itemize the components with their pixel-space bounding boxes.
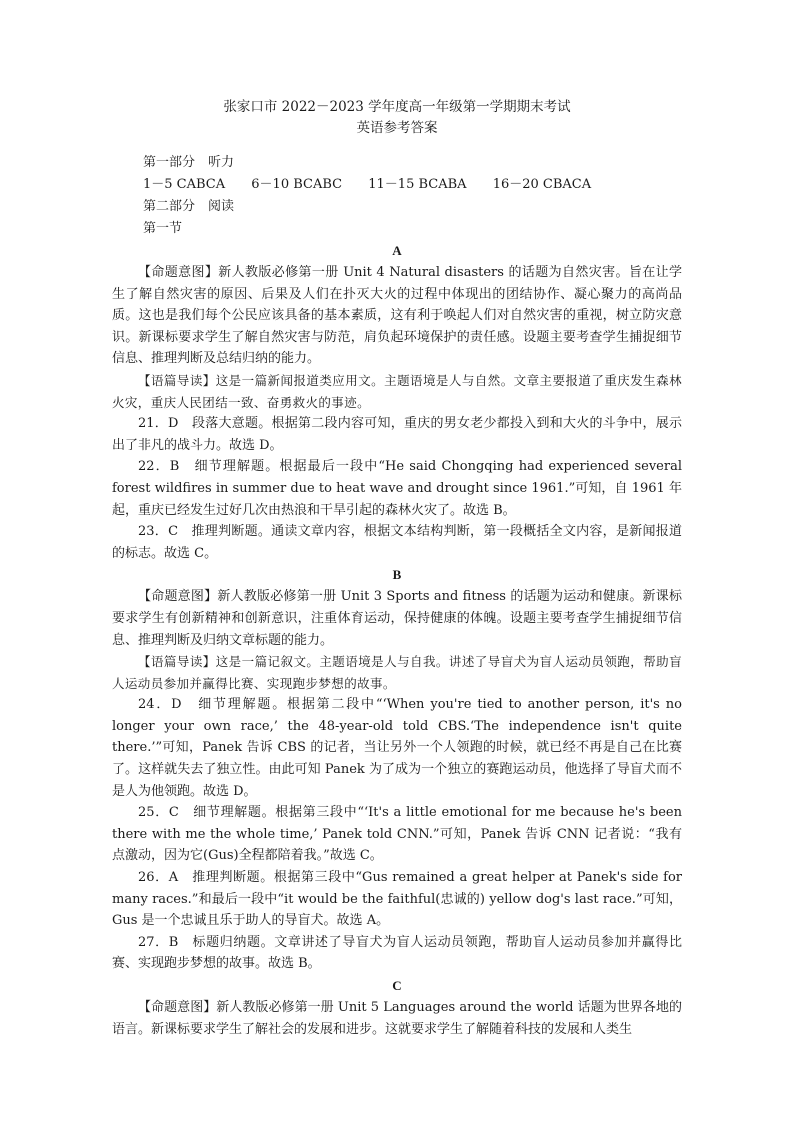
document-content <box>112 96 682 1040</box>
document-subtitle: 英语参考答案 <box>356 120 438 136</box>
question-25: 25．C 细节理解题。根据第三段中“‘It's a little emotional for me because he's been there with me the whole time,’ Panek told CNN.”可知，Panek 告诉 CNN 记者说：“我有点激动，因为它(Gus)全程都陪着我。”故选 C。 <box>112 805 682 864</box>
question-21: 21．D 段落大意题。根据第二段内容可知，重庆的男女老少都投入到和大火的斗争中，展示出了非凡的战斗力。故选 D。 <box>112 416 682 453</box>
passage-b-letter: B <box>392 567 402 583</box>
question-22: 22．B 细节理解题。根据最后一段中“He said Chongqing had experienced several forest wildfires in summer due to heat wave and drought since 1961.”可知，自 1961 年起，重庆已经发生过好几次由热浪和干旱引起的森林火灾了。故选 B。 <box>112 459 682 518</box>
passage-b-intent: 【命题意图】新人教版必修第一册 Unit 3 Sports and fitness 的话题为运动和健康。新课标要求学生有创新精神和创新意识，注重体育运动，保持健康的体魄。设题主要考查学生捕捉细节信息、推理判断及归纳文章标题的能力。 <box>112 589 682 648</box>
document-title: 张家口市 2022－2023 学年度高一年级第一学期期末考试 <box>223 99 571 115</box>
section-heading: 第一节 <box>143 221 183 236</box>
question-24: 24．D 细节理解题。根据第二段中“‘When you're tied to another person, it's no longer your own race,’ the 48-year-old told CBS.‘The independence isn't quite there.’”可知，Panek 告诉 CBS 的记者，当让另外一个人领跑的时候，就已经不再是自己在比赛了。这样就失去了独立性。由此可知 Panek 为了成为一个独立的赛跑运动员，他选择了导盲犬而不是人为他领跑。故选 D。 <box>112 697 682 799</box>
passage-c-letter: C <box>392 978 402 993</box>
part2-heading: 第二部分 阅读 <box>143 199 235 214</box>
answer-group-3: 11－15 BCABA <box>368 177 467 192</box>
question-27: 27．B 标题归纳题。文章讲述了导盲犬为盲人运动员领跑，帮助盲人运动员参加并赢得比赛、实现跑步梦想的故事。故选 B。 <box>112 934 682 972</box>
question-23: 23．C 推理判断题。通读文章内容，根据文本结构判断，第一段概括全文内容，是新闻报道的标志。故选 C。 <box>112 524 682 561</box>
answer-group-2: 6－10 BCABC <box>251 177 343 192</box>
part1-heading: 第一部分 听力 <box>143 155 235 170</box>
listening-answers <box>112 174 682 196</box>
answer-group-1: 1－5 CABCA <box>143 177 226 192</box>
passage-a-intent: 【命题意图】新人教版必修第一册 Unit 4 Natural disasters 的话题为自然灾害。旨在让学生了解自然灾害的原因、后果及人们在扑灭大火的过程中体现出的团结协作、凝心聚力的高尚品质。这也是我们每个公民应该具备的基本素质，这有利于唤起人们对自然灾害的重视，树立防灾意识。新课标要求学生了解自然灾害与防范，肩负起环境保护的责任感。设题主要考查学生捕捉细节信息、推理判断及总结归纳的能力。 <box>112 265 682 367</box>
passage-b-guide: 【语篇导读】这是一篇记叙文。主题语境是人与自我。讲述了导盲犬为盲人运动员领跑，帮助盲人运动员参加并赢得比赛、实现跑步梦想的故事。 <box>112 654 682 691</box>
passage-c-intent: 【命题意图】新人教版必修第一册 Unit 5 Languages around the world 话题为世界各地的语言。新课标要求学生了解社会的发展和进步。这就要求学生了解随着科技的发展和人类生 <box>112 1000 682 1037</box>
question-26: 26．A 推理判断题。根据第三段中“Gus remained a great helper at Panek's side for many races.”和最后一段中“it would be the faithful(忠诚的) yellow dog's last race.”可知，Gus 是一个忠诚且乐于助人的导盲犬。故选 A。 <box>112 870 682 929</box>
passage-a-guide: 【语篇导读】这是一篇新闻报道类应用文。主题语境是人与自然。文章主要报道了重庆发生森林火灾，重庆人民团结一致、奋勇救火的事迹。 <box>112 372 682 410</box>
passage-a-letter: A <box>392 243 402 258</box>
answer-group-4: 16－20 CBACA <box>492 177 592 192</box>
